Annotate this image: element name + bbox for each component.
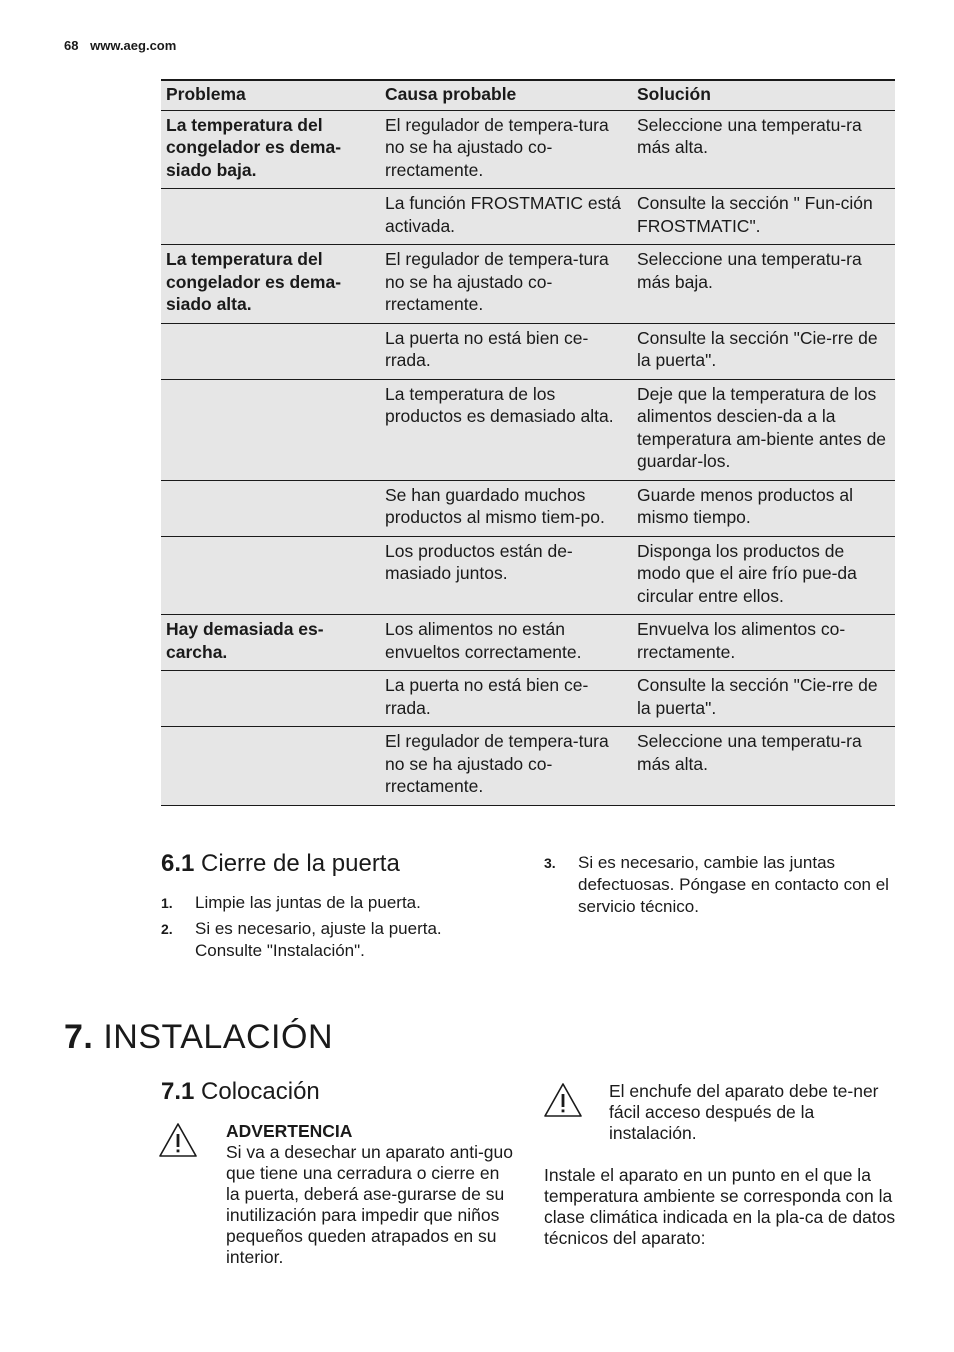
solution-cell: Guarde menos productos al mismo tiempo.	[632, 480, 895, 536]
problem-cell: La temperatura del congelador es dema-siado baja.	[161, 110, 380, 189]
table-row	[161, 615, 895, 671]
problem-cell	[161, 480, 380, 536]
table-row	[161, 110, 895, 189]
chapter-number: 7.	[64, 1018, 94, 1056]
warning-title: ADVERTENCIA	[226, 1121, 353, 1141]
table-row	[161, 536, 895, 615]
problem-cell	[161, 379, 380, 480]
cause-cell: La temperatura de los productos es demasiado alta.	[380, 379, 632, 480]
table-row	[161, 727, 895, 806]
caution-triangle-icon	[543, 1082, 583, 1118]
table-row	[161, 323, 895, 379]
column-header-cause: Causa probable	[380, 80, 632, 110]
problem-cell	[161, 536, 380, 615]
page-number: 68	[64, 38, 79, 53]
problem-cell	[161, 727, 380, 806]
cause-cell: El regulador de tempera-tura no se ha ajustado co-rrectamente.	[380, 110, 632, 189]
solution-cell: Seleccione una temperatu-ra más baja.	[632, 245, 895, 324]
solution-cell: Seleccione una temperatu-ra más alta.	[632, 110, 895, 189]
section-title: Colocación	[201, 1078, 320, 1105]
step-text: Si es necesario, ajuste la puerta. Consulte "Instalación".	[195, 919, 442, 960]
cause-cell: La función FROSTMATIC está activada.	[380, 189, 632, 245]
caution-text: El enchufe del aparato debe te-ner fácil acceso después de la instalación.	[609, 1081, 879, 1143]
solution-cell: Consulte la sección " Fun-ción FROSTMATIC".	[632, 189, 895, 245]
solution-cell: Deje que la temperatura de los alimentos descien-da a la temperatura am-biente antes de guardar-los.	[632, 379, 895, 480]
solution-cell: Envuelva los alimentos co-rrectamente.	[632, 615, 895, 671]
list-item	[544, 852, 889, 918]
solution-cell: Consulte la sección "Cie-rre de la puerta".	[632, 671, 895, 727]
cause-cell: El regulador de tempera-tura no se ha ajustado co-rrectamente.	[380, 245, 632, 324]
problem-cell	[161, 671, 380, 727]
section-number: 7.1	[161, 1078, 195, 1105]
section-heading-7-1	[161, 1078, 320, 1106]
column-header-solution: Solución	[632, 80, 895, 110]
warning-text: Si va a desechar un aparato anti-guo que tiene una cerradura o cierre en la puerta, deberá ase-gurarse de su inutilización para impedir que niños pequeños queden atrapados en su interior.	[226, 1142, 513, 1267]
solution-cell: Seleccione una temperatu-ra más alta.	[632, 727, 895, 806]
section-title: Cierre de la puerta	[201, 850, 400, 877]
cause-cell: Los alimentos no están envueltos correctamente.	[380, 615, 632, 671]
warning-triangle-icon	[158, 1122, 198, 1158]
table-header-row	[161, 80, 895, 110]
chapter-title: INSTALACIÓN	[103, 1018, 333, 1056]
cause-cell: Se han guardado muchos productos al mismo tiem-po.	[380, 480, 632, 536]
solution-cell: Disponga los productos de modo que el aire frío pue-da circular entre ellos.	[632, 536, 895, 615]
problem-cell: Hay demasiada es-carcha.	[161, 615, 380, 671]
solution-cell: Consulte la sección "Cie-rre de la puerta".	[632, 323, 895, 379]
list-item	[161, 892, 491, 914]
section-heading-6-1	[161, 850, 400, 878]
table-row	[161, 671, 895, 727]
placement-body-text: Instale el aparato en un punto en el que la temperatura ambiente se corresponda con la clase climática indicada en la pla-ca de datos técnicos del aparato:	[544, 1165, 896, 1248]
table-row	[161, 379, 895, 480]
step-number: 1.	[161, 895, 173, 911]
door-closing-steps-right	[544, 852, 889, 922]
step-number: 3.	[544, 855, 556, 871]
page-header	[64, 38, 176, 53]
table-row	[161, 189, 895, 245]
section-number: 6.1	[161, 850, 195, 877]
website-link[interactable]: www.aeg.com	[90, 38, 177, 53]
cause-cell: La puerta no está bien ce-rrada.	[380, 671, 632, 727]
troubleshooting-table	[161, 79, 895, 806]
cause-cell: El regulador de tempera-tura no se ha ajustado co-rrectamente.	[380, 727, 632, 806]
table-row	[161, 245, 895, 324]
table-row	[161, 480, 895, 536]
problem-cell: La temperatura del congelador es dema-siado alta.	[161, 245, 380, 324]
warning-block	[226, 1121, 516, 1268]
chapter-heading	[64, 1018, 333, 1057]
cause-cell: Los productos están de-masiado juntos.	[380, 536, 632, 615]
column-header-problem: Problema	[161, 80, 380, 110]
door-closing-steps-left	[161, 892, 491, 966]
problem-cell	[161, 189, 380, 245]
step-text: Si es necesario, cambie las juntas defectuosas. Póngase en contacto con el servicio técnico.	[578, 853, 889, 916]
problem-cell	[161, 323, 380, 379]
step-number: 2.	[161, 921, 173, 937]
step-text: Limpie las juntas de la puerta.	[195, 893, 421, 912]
list-item	[161, 918, 491, 962]
cause-cell: La puerta no está bien ce-rrada.	[380, 323, 632, 379]
